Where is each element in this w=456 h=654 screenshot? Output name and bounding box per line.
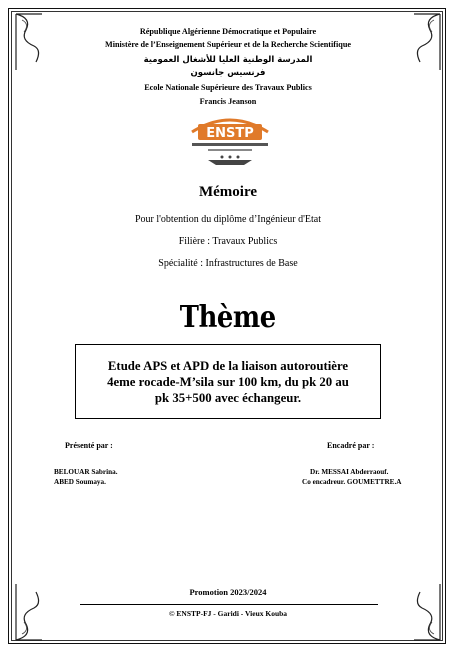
ministry-line: Ministère de l’Enseignement Supérieur et de la Recherche Scientifique	[104, 40, 352, 49]
supervisor-1: Dr. MESSAI Abderraouf.	[310, 468, 389, 476]
theme-box	[75, 344, 381, 419]
specialite: Spécialité : Infrastructures de Base	[158, 258, 298, 269]
supervisor-2: Co encadreur. GOUMETTRE.A	[302, 478, 402, 486]
theme-line-3: pk 35+500 avec échangeur.	[154, 390, 302, 405]
enstp-logo	[178, 110, 282, 170]
theme-line-2: 4eme rocade-M’sila sur 100 km, du pk 20 au	[107, 374, 349, 389]
svg-text:ENSTP: ENSTP	[206, 126, 254, 141]
school-name: Ecole Nationale Supérieure des Travaux Publics	[144, 83, 312, 92]
author-1: BELOUAR Sabrina.	[54, 468, 118, 476]
arabic-school-name: المدرسة الوطنية العليا للأشغال العمومية	[143, 55, 313, 65]
document-type: Mémoire	[198, 184, 258, 200]
presented-by-label: Présenté par :	[65, 441, 113, 450]
author-2: ABED Soumaya.	[54, 478, 106, 486]
filiere: Filière : Travaux Publics	[178, 236, 278, 247]
footer-rule	[80, 604, 378, 605]
copyright: © ENSTP-FJ - Garidi - Vieux Kouba	[168, 609, 288, 618]
school-subname: Francis Jeanson	[199, 97, 257, 106]
theme-line-1: Etude APS et APD de la liaison autoroutière	[107, 358, 349, 373]
theme-heading: Thème	[180, 300, 276, 335]
republic-line: République Algérienne Démocratique et Populaire	[139, 27, 317, 36]
arabic-founder-name: فرنسيس جانسون	[190, 68, 266, 78]
supervised-by-label: Encadré par :	[327, 441, 375, 450]
promotion: Promotion 2023/2024	[189, 587, 267, 597]
degree-purpose: Pour l'obtention du diplôme d’Ingénieur d'Etat	[134, 214, 322, 225]
theme-heading-wrap	[0, 300, 456, 335]
